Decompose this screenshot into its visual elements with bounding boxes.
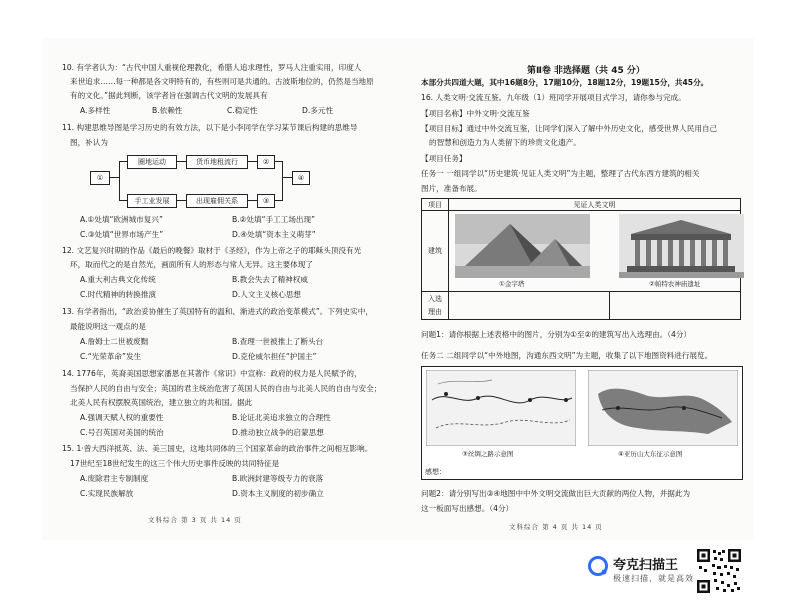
cell-divider xyxy=(609,292,610,320)
q11-option-c: C.③处填“世界市场产生” xyxy=(80,230,164,239)
q12-line2: 环，取而代之的是自然光，画面所有人的形态与常人无异。这主要体现了 xyxy=(70,260,313,269)
q12-option-a: A.重大利古典文化传统 xyxy=(80,275,156,284)
quark-logo-icon xyxy=(587,555,609,577)
silk-road-map xyxy=(426,370,576,446)
connector xyxy=(119,200,127,201)
page-footer: 文科综合 第 3 页 共 14 页 xyxy=(148,516,242,524)
q13-option-a: A.詹姆士二世被废黜 xyxy=(80,337,149,346)
q14-line1: 14. 1776年，英裔美国思想家潘恩在其著作《常识》中宣称：政府的权力是人民赋予的， xyxy=(62,369,362,378)
page-4 xyxy=(409,38,754,540)
q11-option-a: A.①处填“欧洲城市复兴” xyxy=(80,215,163,224)
question-1: 问题1：请你根据上述表格中的图片，分别为①至②的建筑写出入选理由。（4分） xyxy=(421,330,692,339)
project-name: 【项目名称】中外文明·交流互鉴 xyxy=(421,109,530,118)
connector xyxy=(119,161,127,162)
box-money-rent: 货币地租流行 xyxy=(186,155,248,169)
exhibit-table xyxy=(421,198,741,320)
reflection-box[interactable] xyxy=(421,466,743,480)
page-footer: 文科综合 第 4 页 共 14 页 xyxy=(509,523,603,531)
q12-option-b: B.教会失去了精神权威 xyxy=(232,275,308,284)
connector xyxy=(274,200,282,201)
arrow-line xyxy=(247,161,257,162)
q13-option-d: D.克伦威尔担任“护国主” xyxy=(232,352,317,361)
q15-line1: 15. 1·曾大西洋抵英、法、美三国史，这地共同体的三个国家革命的政治事件之间相互影响。 xyxy=(62,444,373,453)
page-3 xyxy=(42,38,387,540)
q14-option-d: D.推动独立战争的启蒙思想 xyxy=(232,428,324,437)
connector xyxy=(282,177,292,178)
q14-option-a: A.强调天赋人权的重要性 xyxy=(80,413,164,422)
reflection-label: 感想： xyxy=(425,468,446,476)
qr-code-icon xyxy=(696,548,742,594)
reason-answer-cell[interactable] xyxy=(449,292,741,320)
table-header-title: 见证人类文明 xyxy=(449,199,741,211)
pyramids-photo xyxy=(455,214,590,278)
node-2: ② xyxy=(257,155,275,169)
project-goal-2: 的智慧和创造力为人类留下的珍贵文化遗产。 xyxy=(429,138,581,147)
reason-label-2: 理由 xyxy=(428,307,442,316)
alexander-caption: ④亚历山大东征示意图 xyxy=(618,450,683,458)
silk-road-caption: ③丝绸之路示意图 xyxy=(462,450,514,458)
q10-option-b: B.依赖性 xyxy=(152,106,183,115)
parthenon-photo xyxy=(619,214,744,278)
q13-option-c: C.“光荣革命”发生 xyxy=(80,352,142,361)
project-task: 【项目任务】 xyxy=(421,154,467,163)
section-intro: 本部分共四道大题，其中16题8分，17题10分，18题12分，19题15分，共45分。 xyxy=(421,78,709,87)
q14-option-b: B.论证北美追求独立的合理性 xyxy=(232,413,331,422)
reason-label-1: 入选 xyxy=(428,294,442,303)
q15-option-d: D.资本主义制度的初步确立 xyxy=(232,489,324,498)
row-building-label: 建筑 xyxy=(422,211,449,292)
brand-slogan: 极速扫描，就是高效 xyxy=(613,574,694,583)
task1-line1: 任务一 一组同学以“历史建筑·见证人类文明”为主题，整理了古代东西方建筑的相关 xyxy=(421,169,700,178)
q13-line1: 13. 有学者指出，“政治妥协催生了英国特有的温和、渐进式的政治变革模式”。下列史实中， xyxy=(62,307,373,316)
project-goal-1: 【项目目标】通过中外交流互鉴，让同学们深入了解中外历史文化，感受世界人民用自己 xyxy=(421,124,718,133)
arrow-line xyxy=(176,200,186,201)
exam-spread xyxy=(42,38,754,540)
maps-panel xyxy=(421,366,743,468)
node-1: ① xyxy=(90,171,110,185)
q15-option-c: C.实现民族解放 xyxy=(80,489,134,498)
q11-line1: 11. 构建思维导图是学习历史的有效方法，以下是小李同学在学习某节课后构建的思维导 xyxy=(62,123,358,132)
q10-option-a: A.多样性 xyxy=(80,106,111,115)
connector xyxy=(282,161,283,201)
q10-line1: 10. 有学者认为：“古代中国人重视伦理教化，希腊人追求理性，罗马人注重实用，印度人 xyxy=(62,63,362,72)
section-title: 第Ⅱ卷 非选择题（共 45 分） xyxy=(527,66,645,76)
q13-option-b: B.查理一世被推上了断头台 xyxy=(232,337,324,346)
q15-option-b: B.欧洲封建等级专力的衰落 xyxy=(232,474,324,483)
q14-line2: 当保护人民的自由与安全；英国的君主统治危害了英国人民的自由与北美人民的自由与安全； xyxy=(70,384,382,393)
question-2-line1: 问题2：请分别写出③④地图中中外文明交流做出巨大贡献的两位人物，并据此为 xyxy=(421,489,691,498)
q11-option-b: B.②处填“手工工场出现” xyxy=(232,215,316,224)
q10-line3: 有的文化。”据此判断，该学者旨在强调古代文明的发展具有 xyxy=(70,91,268,100)
q10-line2: 来世追求……每一种都是各文明特有的，有些则可是共通的。古波斯地位的，仍然是当地原 xyxy=(70,77,374,86)
row-reason-label xyxy=(422,292,449,320)
connector xyxy=(274,161,282,162)
q11-option-d: D.④处填“资本主义萌芽” xyxy=(232,230,316,239)
connector xyxy=(119,161,120,201)
parthenon-caption: ②帕特农神庙遗址 xyxy=(649,280,701,288)
node-4: ④ xyxy=(292,171,310,185)
node-3: ③ xyxy=(257,194,275,208)
q11-line2: 图，补认为 xyxy=(70,138,108,147)
q14-line3: 北美人民有权摆脱英国统治，建立独立的共和国。据此 xyxy=(70,398,253,407)
alexander-campaign-map xyxy=(588,370,738,446)
question-2-line2: 这一板面写出感想。（4分） xyxy=(421,504,514,513)
task2-line: 任务二 二组同学以“中外地图，沟通东西文明”为主题，收集了以下地图资料进行展览。 xyxy=(421,351,713,360)
q12-option-c: C.时代精神的转换推演 xyxy=(80,290,157,299)
q15-option-a: A.废除君主专制制度 xyxy=(80,474,149,483)
q14-option-c: C.号召英国对美国的统治 xyxy=(80,428,164,437)
q16-title: 16. 人类文明·交流互鉴。九年级（1）班同学开展项目式学习，请你参与完成。 xyxy=(421,93,686,102)
table-header-item: 项目 xyxy=(422,199,449,211)
arrow-line xyxy=(176,161,186,162)
brand-name: 夸克扫描王 xyxy=(613,558,679,573)
q15-line2: 17世纪至18世纪发生的这三个伟大历史事件反映的共同特征是 xyxy=(70,459,280,468)
pyramids-caption: ①金字塔 xyxy=(499,280,525,288)
arrow-line xyxy=(247,200,257,201)
q13-line2: 最能说明这一观点的是 xyxy=(70,322,146,331)
connector xyxy=(109,177,119,178)
q10-option-d: D.多元性 xyxy=(302,106,334,115)
box-wage-labor: 出现雇佣关系 xyxy=(186,194,248,208)
q12-option-d: D.人文主义核心思想 xyxy=(232,290,302,299)
q10-option-c: C.稳定性 xyxy=(227,106,258,115)
box-handicraft: 手工业发展 xyxy=(127,194,177,208)
q12-line1: 12. 文艺复兴时期的作品《最后的晚餐》取材于《圣经》，作为上帝之子的耶稣头顶没有光 xyxy=(62,246,362,255)
task1-line2: 图片，准备布展。 xyxy=(421,184,482,193)
building-images xyxy=(449,211,741,292)
box-enclosure: 圈地运动 xyxy=(127,155,177,169)
